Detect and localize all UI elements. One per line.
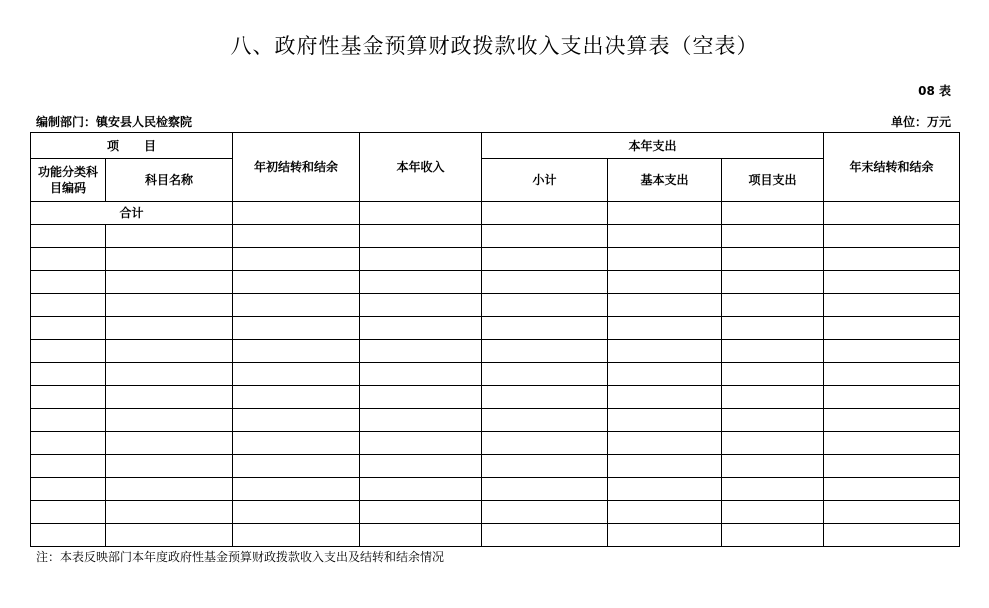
table-cell (608, 386, 722, 409)
table-cell (31, 478, 106, 501)
table-cell (608, 225, 722, 248)
table-cell (482, 363, 608, 386)
table-cell (482, 524, 608, 547)
table-cell (360, 317, 482, 340)
table-cell (722, 501, 824, 524)
table-cell (106, 340, 233, 363)
table-cell (106, 271, 233, 294)
table-cell (824, 363, 960, 386)
total-row (31, 202, 960, 225)
table-cell (360, 501, 482, 524)
table-cell (608, 455, 722, 478)
table-cell (106, 363, 233, 386)
table-cell (722, 271, 824, 294)
table-row (31, 501, 960, 524)
table-cell (31, 294, 106, 317)
table-cell (824, 340, 960, 363)
table-cell (106, 409, 233, 432)
header-expense: 本年支出 (482, 133, 824, 159)
table-cell (824, 248, 960, 271)
table-cell (824, 501, 960, 524)
footnote: 注：本表反映部门本年度政府性基金预算财政拨款收入支出及结转和结余情况 (36, 550, 445, 564)
table-cell (722, 363, 824, 386)
table-cell (482, 248, 608, 271)
header-subtotal: 小计 (482, 159, 608, 202)
table-row (31, 478, 960, 501)
header-project: 项目支出 (722, 159, 824, 202)
table-row (31, 317, 960, 340)
header-subject-name: 科目名称 (106, 159, 233, 202)
table-cell (360, 455, 482, 478)
table-cell (722, 317, 824, 340)
table-cell (824, 271, 960, 294)
table-cell (824, 225, 960, 248)
table-cell (233, 478, 360, 501)
table-cell (722, 225, 824, 248)
header-income: 本年收入 (360, 133, 482, 202)
table-cell (233, 294, 360, 317)
header-item: 项 目 (31, 133, 233, 159)
table-cell (722, 409, 824, 432)
table-cell (722, 294, 824, 317)
table-cell (824, 202, 960, 225)
table-cell (482, 478, 608, 501)
table-cell (360, 294, 482, 317)
table-row (31, 340, 960, 363)
table-cell (722, 340, 824, 363)
table-cell (608, 432, 722, 455)
total-label: 合计 (31, 202, 233, 225)
table-cell (608, 271, 722, 294)
table-cell (608, 340, 722, 363)
table-cell (233, 271, 360, 294)
table-cell (482, 202, 608, 225)
table-cell (106, 478, 233, 501)
table-cell (31, 363, 106, 386)
table-cell (722, 455, 824, 478)
table-row (31, 455, 960, 478)
table-cell (824, 294, 960, 317)
header-row-2 (31, 159, 960, 202)
table-cell (722, 202, 824, 225)
table-code: 08 表 (918, 84, 951, 98)
table-cell (360, 524, 482, 547)
table-cell (31, 248, 106, 271)
table-cell (106, 225, 233, 248)
table-row (31, 271, 960, 294)
table-cell (233, 248, 360, 271)
table-cell (31, 386, 106, 409)
table-cell (31, 225, 106, 248)
table-cell (31, 271, 106, 294)
table-cell (233, 340, 360, 363)
header-end-balance: 年末结转和结余 (824, 133, 960, 202)
table-cell (824, 524, 960, 547)
table-cell (106, 294, 233, 317)
table-cell (482, 317, 608, 340)
table-cell (482, 432, 608, 455)
table-cell (360, 248, 482, 271)
table-cell (608, 501, 722, 524)
table-cell (482, 501, 608, 524)
table-cell (233, 225, 360, 248)
table-cell (608, 363, 722, 386)
table-cell (824, 478, 960, 501)
table-cell (482, 340, 608, 363)
table-cell (482, 225, 608, 248)
table-cell (233, 386, 360, 409)
table-cell (360, 225, 482, 248)
table-cell (608, 524, 722, 547)
table-cell (608, 478, 722, 501)
table-cell (106, 524, 233, 547)
table-cell (106, 386, 233, 409)
table-cell (360, 478, 482, 501)
table-cell (233, 455, 360, 478)
table-cell (482, 386, 608, 409)
table-row (31, 363, 960, 386)
page-title: 八、政府性基金预算财政拨款收入支出决算表（空表） (230, 34, 759, 58)
header-basic: 基本支出 (608, 159, 722, 202)
table-cell (722, 478, 824, 501)
table-cell (31, 409, 106, 432)
table-cell (106, 501, 233, 524)
table-cell (482, 271, 608, 294)
header-begin-balance: 年初结转和结余 (233, 133, 360, 202)
table-cell (360, 386, 482, 409)
table-cell (360, 202, 482, 225)
table-cell (482, 409, 608, 432)
table-cell (608, 294, 722, 317)
table-cell (31, 340, 106, 363)
table-cell (824, 317, 960, 340)
table-cell (31, 432, 106, 455)
table-cell (608, 202, 722, 225)
table-cell (608, 248, 722, 271)
table-cell (31, 524, 106, 547)
table-cell (824, 455, 960, 478)
table-cell (722, 248, 824, 271)
table-cell (824, 409, 960, 432)
table-cell (233, 202, 360, 225)
table-cell (360, 363, 482, 386)
department-label: 编制部门：镇安县人民检察院 (36, 115, 193, 129)
table-cell (360, 409, 482, 432)
table-cell (608, 409, 722, 432)
table-row (31, 225, 960, 248)
table-row (31, 409, 960, 432)
table-cell (722, 386, 824, 409)
table-row (31, 432, 960, 455)
table-cell (482, 294, 608, 317)
table-cell (482, 455, 608, 478)
header-func-code: 功能分类科目编码 (31, 159, 106, 202)
table-row (31, 248, 960, 271)
table-cell (233, 363, 360, 386)
table-cell (233, 317, 360, 340)
unit-label: 单位：万元 (890, 115, 951, 129)
table-row (31, 386, 960, 409)
table-cell (106, 248, 233, 271)
table-cell (608, 317, 722, 340)
table-row (31, 294, 960, 317)
table-cell (31, 455, 106, 478)
table-cell (233, 524, 360, 547)
budget-table (30, 132, 960, 547)
table-cell (722, 524, 824, 547)
table-cell (233, 432, 360, 455)
table-cell (824, 432, 960, 455)
table-cell (722, 432, 824, 455)
table-cell (233, 501, 360, 524)
table-row (31, 524, 960, 547)
header-row-1 (31, 133, 960, 159)
table-cell (360, 432, 482, 455)
table-cell (106, 432, 233, 455)
table-cell (824, 386, 960, 409)
table-cell (31, 317, 106, 340)
table-cell (360, 340, 482, 363)
table-cell (106, 317, 233, 340)
table-cell (360, 271, 482, 294)
table-cell (233, 409, 360, 432)
table-cell (31, 501, 106, 524)
table-cell (106, 455, 233, 478)
